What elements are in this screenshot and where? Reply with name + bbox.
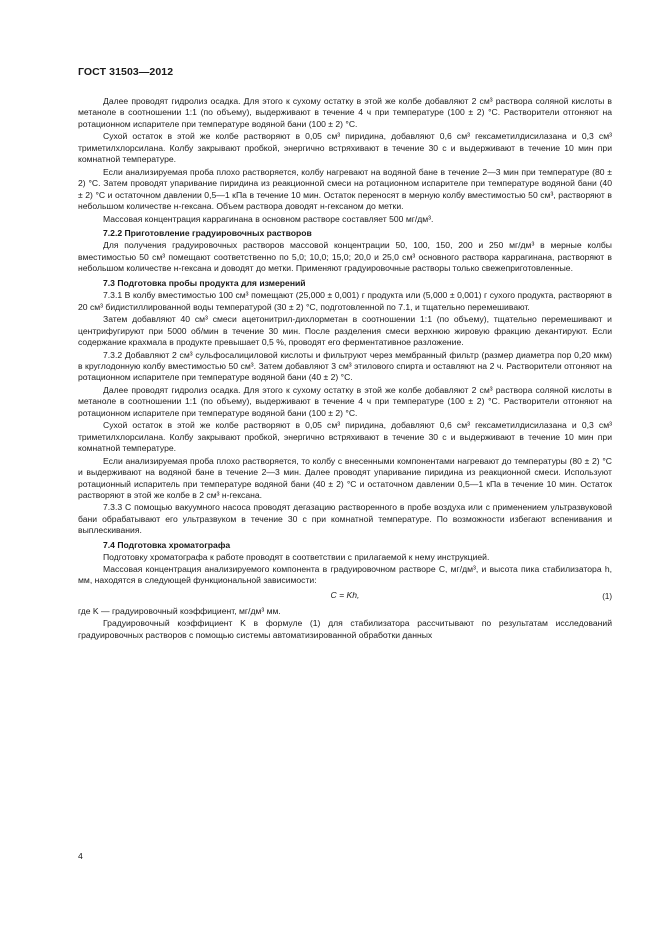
section-heading-7-3: 7.3 Подготовка пробы продукта для измерений (103, 277, 306, 288)
paragraph: Сухой остаток в этой же колбе растворяют в 0,05 см³ пиридина, добавляют 0,6 см³ гексаметилдисилазана и 0,3 см³ триметилхлорсилана. Колбу закрывают пробкой, энергично встряхивают в течение 30 с и выдерживают в течение 10 мин при комнатной температуре. (78, 131, 612, 165)
paragraph: Затем добавляют 40 см³ смеси ацетонитрил-дихлорметан в соотношении 1:1 (по объему), тщательно перемешивают и центрифугируют при 5000 об/мин в течение 30 мин. После разделения смеси верхнюю жировую фракцию декантируют. Если содержание крахмала в продукте превышает 0,5 %, проводят его ферментативное разложение. (78, 314, 612, 348)
paragraph: Градуировочный коэффициент K в формуле (1) для стабилизатора рассчитывают по результатам исследований градуировочных растворов с помощью системы автоматизированной обработки данных (78, 618, 612, 640)
paragraph: Массовая концентрация каррагинана в основном растворе составляет 500 мг/дм³. (103, 213, 434, 224)
paragraph: Если анализируемая проба плохо растворяется, то колбу с внесенными компонентами нагревают до температуры (80 ± 2) °С и выдерживают на водяной бане в течение 2—3 мин. Далее проводят упаривание пиридина из реакционной смеси. Используют ротационный испаритель при температуре водяной бани (40 ± 2) °С и остаточном давлении 0,5—1 кПа в течение 10 мин. Остаток растворяют в этой же колбе в 2 см³ н-гексана. (78, 455, 612, 500)
paragraph: 7.3.2 Добавляют 2 см³ сульфосалициловой кислоты и фильтруют через мембранный фильтр (размер диаметра пор 0,20 мкм) в круглодонную колбу вместимостью 50 см³. Затем добавляют 3 см³ этилового спирта и оставляют на 2 ч. Растворители отгоняют на ротационном испарителе при температуре водяной бани (40 ± 2) °С. (78, 349, 612, 383)
paragraph: Для получения градуировочных растворов массовой концентрации 50, 100, 150, 200 и 250 мг/дм³ в мерные колбы вместимостью 50 см³ помещают соответственно по 5,0; 10,0; 15,0; 20,0 и 25,0 см³ основного раствора каррагинана, растворяют в небольшом количестве н-гексана и доводят до метки. Применяют градуировочные растворы только свежеприготовленные. (78, 240, 612, 274)
page-number: 4 (78, 851, 83, 861)
paragraph: 7.3.1 В колбу вместимостью 100 см³ помещают (25,000 ± 0,001) г продукта или (5,000 ± 0,001) г сухого продукта, растворяют в 20 см³ бидистиллированной воды температурой (30 ± 2) °С, подготовленной по 7.1, и тщательно перемешивают. (78, 290, 612, 312)
paragraph: Далее проводят гидролиз осадка. Для этого к сухому остатку в этой же колбе добавляют 2 см³ раствора соляной кислоты в метаноле в соотношении 1:1 (по объему), выдерживают в течение 4 ч при температуре (100 ± 2) °С. Растворители отгоняют на ротационном испарителе при температуре водяной бани (100 ± 2) °С. (78, 96, 612, 129)
paragraph: Массовая концентрация анализируемого компонента в градуировочном растворе С, мг/дм³, и высота пика стабилизатора h, мм, находятся в следующей функциональной зависимости: (78, 563, 612, 586)
paragraph: Далее проводят гидролиз осадка. Для этого к сухому остатку в этой же колбе добавляют 2 см³ раствора соляной кислоты в метаноле в соотношении 1:1 (по объему), выдерживают в течение 4 ч при температуре (100 ± 2) °С. Растворители отгоняют на ротационном испарителе при температуре водяной бани (100 ± 2) °С. (78, 384, 612, 418)
formula-number: (1) (602, 591, 612, 601)
section-heading-7-4: 7.4 Подготовка хроматографа (103, 539, 231, 550)
formula (78, 590, 612, 601)
paragraph: Если анализируемая проба плохо растворяется, колбу нагревают на водяной бане в течение 2—3 мин при температуре (80 ± 2) °С. Затем проводят упаривание пиридина из реакционной смеси на ротационном испарителе при температуре водяной бани (40 ± 2) °С и остаточном давлении 0,5—1 кПа в течение 10 мин. Остаток переносят в мерную колбу вместимостью 50 см³, растворяют в небольшом количестве н-гексана. Объем раствора доводят н-гексаном до метки. (78, 166, 612, 212)
paragraph: Сухой остаток в этой же колбе растворяют в 0,05 см³ пиридина, добавляют 0,6 см³ гексаметилдисилазана и 0,3 см³ триметилхлорсилана. Колбу закрывают пробкой, энергично встряхивают в течение 30 с и выдерживают в течение 10 мин при комнатной температуре. (78, 420, 612, 454)
document-body (78, 96, 612, 641)
paragraph: Подготовку хроматографа к работе проводят в соответствии с прилагаемой к нему инструкцией. (103, 552, 490, 563)
paragraph: 7.3.3 С помощью вакуумного насоса проводят дегазацию растворенного в пробе воздуха или с применением ультразвуковой бани обрабатывают его ультразвуком в течение 30 с при комнатной температуре. По возможности избегают вспенивания и выплескивания. (78, 502, 612, 536)
formula-expression: C = Kh, (330, 589, 360, 600)
page-header-standard-number: ГОСТ 31503—2012 (78, 66, 174, 78)
section-heading-7-2-2: 7.2.2 Приготовление градуировочных растворов (103, 227, 312, 238)
paragraph: где K — градуировочный коэффициент, мг/дм³ мм. (78, 606, 281, 617)
